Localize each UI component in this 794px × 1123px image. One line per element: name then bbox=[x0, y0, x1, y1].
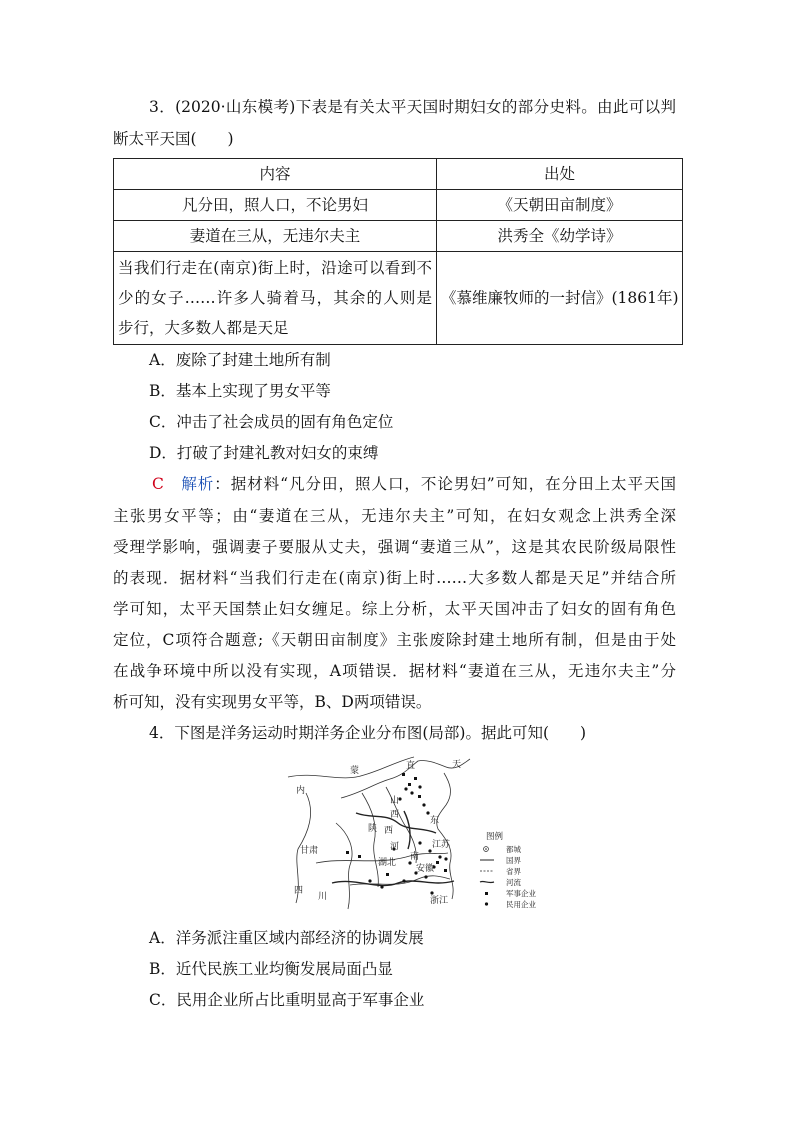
q4-option-b[interactable]: B．近代民族工业均衡发展局面凸显 bbox=[149, 960, 393, 978]
source-table bbox=[113, 158, 683, 345]
military-enterprise-marker bbox=[444, 869, 447, 872]
analysis-line-8: 析可知，没有实现男女平等，B、D两项错误。 bbox=[113, 693, 432, 711]
civil-enterprise-marker bbox=[424, 875, 427, 878]
analysis-text: ：据材料“凡分田，照人口，不论男妇”可知，在分田上太平天国 bbox=[214, 475, 676, 493]
map-legend bbox=[480, 831, 536, 909]
river-line bbox=[404, 811, 410, 849]
q3-option-b[interactable]: B．基本上实现了男女平等 bbox=[149, 382, 331, 400]
legend-item: 河流 bbox=[506, 878, 521, 887]
q3-option-c[interactable]: C．冲击了社会成员的固有角色定位 bbox=[149, 413, 394, 431]
military-enterprise-symbol-icon bbox=[485, 892, 488, 895]
military-enterprise-marker bbox=[418, 795, 421, 798]
military-enterprise-marker bbox=[402, 773, 405, 776]
province-border-line bbox=[336, 823, 352, 909]
analysis-line-3: 受理学影响，强调妻子要服从丈夫，强调“妻道三从”，这是其农民阶级局限性 bbox=[113, 538, 676, 556]
military-enterprise-marker bbox=[358, 855, 361, 858]
map-label: 蒙 bbox=[350, 766, 360, 776]
table-cell-line: 步行，大多数人都是天足 bbox=[118, 319, 289, 337]
civil-enterprise-marker bbox=[404, 787, 407, 790]
table-cell-source: 《天朝田亩制度》 bbox=[437, 190, 683, 221]
coast-line bbox=[437, 773, 453, 899]
civil-enterprise-marker bbox=[422, 803, 425, 806]
table-row bbox=[114, 252, 683, 345]
legend-item: 省界 bbox=[506, 867, 521, 876]
analysis-line-1 bbox=[152, 473, 676, 495]
analysis-line-2: 主张男女平等；由“妻道在三从，无违尔夫主”可知，在妇女观念上洪秀全深 bbox=[113, 507, 676, 525]
table-cell-source: 洪秀全《幼学诗》 bbox=[437, 221, 683, 252]
military-enterprise-marker bbox=[436, 861, 439, 864]
table-cell-content bbox=[114, 252, 437, 345]
map-label: 四 bbox=[294, 886, 304, 896]
map-label: 南 bbox=[410, 852, 420, 862]
military-enterprise-marker bbox=[386, 873, 389, 876]
map-label: 东 bbox=[430, 816, 440, 826]
analysis-line-5: 学可知，太平天国禁止妇女缠足。综上分析，太平天国冲击了妇女的固有角色 bbox=[113, 600, 676, 618]
civil-enterprise-marker bbox=[410, 791, 413, 794]
civil-enterprise-marker bbox=[418, 841, 421, 844]
civil-enterprise-marker bbox=[418, 785, 421, 788]
map-label: 甘肃 bbox=[300, 846, 319, 856]
analysis-line-4: 的表现．据材料“当我们行走在(南京)街上时……大多数人都是天足”并结合所 bbox=[113, 569, 676, 587]
q3-stem-line-1: 3．(2020·山东模考)下表是有关太平天国时期妇女的部分史料。由此可以判 bbox=[149, 98, 676, 116]
military-enterprise-marker bbox=[414, 777, 417, 780]
civil-enterprise-marker bbox=[430, 891, 433, 894]
legend-item: 国界 bbox=[506, 856, 521, 865]
capital-symbol-dot bbox=[485, 848, 487, 850]
river-symbol-icon bbox=[480, 881, 494, 882]
map-label: 西 bbox=[384, 826, 394, 836]
q3-option-d[interactable]: D．打破了封建礼教对妇女的束缚 bbox=[149, 444, 379, 462]
map-label: 天 bbox=[452, 760, 462, 770]
enterprise-distribution-map bbox=[286, 753, 544, 916]
table-row bbox=[114, 190, 683, 221]
map-label: 山 bbox=[390, 796, 400, 806]
military-enterprise-marker bbox=[346, 851, 349, 854]
table-cell-content: 凡分田，照人口，不论男妇 bbox=[114, 190, 437, 221]
civil-enterprise-symbol-icon bbox=[485, 902, 488, 905]
table-row bbox=[114, 221, 683, 252]
q4-option-a[interactable]: A．洋务派注重区域内部经济的协调发展 bbox=[149, 929, 424, 947]
civil-enterprise-marker bbox=[368, 879, 371, 882]
analysis-line-6: 定位，C项符合题意;《天朝田亩制度》主张废除封建土地所有制，但是由于处 bbox=[113, 631, 676, 649]
map-label: 浙江 bbox=[430, 896, 449, 906]
q3-option-a[interactable]: A．废除了封建土地所有制 bbox=[149, 351, 331, 369]
map-label: 江苏 bbox=[432, 840, 451, 850]
q3-stem-line-2: 断太平天国( ) bbox=[113, 130, 234, 148]
q4-option-c[interactable]: C．民用企业所占比重明显高于军事企业 bbox=[149, 991, 425, 1009]
map-label: 直 bbox=[406, 761, 416, 771]
table-cell-line: 少的女子……许多人骑着马，其余的人则是 bbox=[118, 289, 432, 307]
legend-item: 军事企业 bbox=[506, 889, 536, 898]
military-enterprise-marker bbox=[408, 783, 411, 786]
legend-item: 民用企业 bbox=[506, 900, 536, 909]
legend-item: 都城 bbox=[506, 845, 521, 854]
civil-enterprise-marker bbox=[402, 879, 405, 882]
civil-enterprise-marker bbox=[380, 885, 383, 888]
q4-stem: 4．下图是洋务运动时期洋务企业分布图(局部)。据此可知( ) bbox=[149, 724, 587, 742]
map-label: 湖北 bbox=[378, 858, 397, 868]
map-label: 安徽 bbox=[416, 864, 435, 874]
table-header-source: 出处 bbox=[437, 159, 683, 190]
legend-title: 图例 bbox=[486, 832, 504, 842]
map-label: 陕 bbox=[368, 824, 378, 834]
civil-enterprise-marker bbox=[426, 811, 429, 814]
answer-letter: C bbox=[152, 475, 164, 493]
map-label: 河 bbox=[390, 842, 400, 852]
civil-enterprise-marker bbox=[444, 857, 447, 860]
table-cell-line: 当我们行走在(南京)街上时，沿途可以看到不 bbox=[118, 259, 432, 277]
province-border-line bbox=[362, 793, 378, 887]
table-cell-content: 妻道在三从，无违尔夫主 bbox=[114, 221, 437, 252]
table-cell-source: 《慕维廉牧师的一封信》(1861年) bbox=[437, 252, 683, 345]
analysis-label: 解析 bbox=[181, 475, 215, 493]
map-label: 川 bbox=[318, 892, 328, 902]
civil-enterprise-marker bbox=[438, 855, 441, 858]
map-label: 内 bbox=[296, 786, 306, 796]
analysis-line-7: 在战争环境中所以没有实现，A项错误．据材料“妻道在三从，无违尔夫主”分 bbox=[113, 662, 676, 680]
table-header-content: 内容 bbox=[114, 159, 437, 190]
map-label: 西 bbox=[390, 810, 400, 820]
table-header-row bbox=[114, 159, 683, 190]
